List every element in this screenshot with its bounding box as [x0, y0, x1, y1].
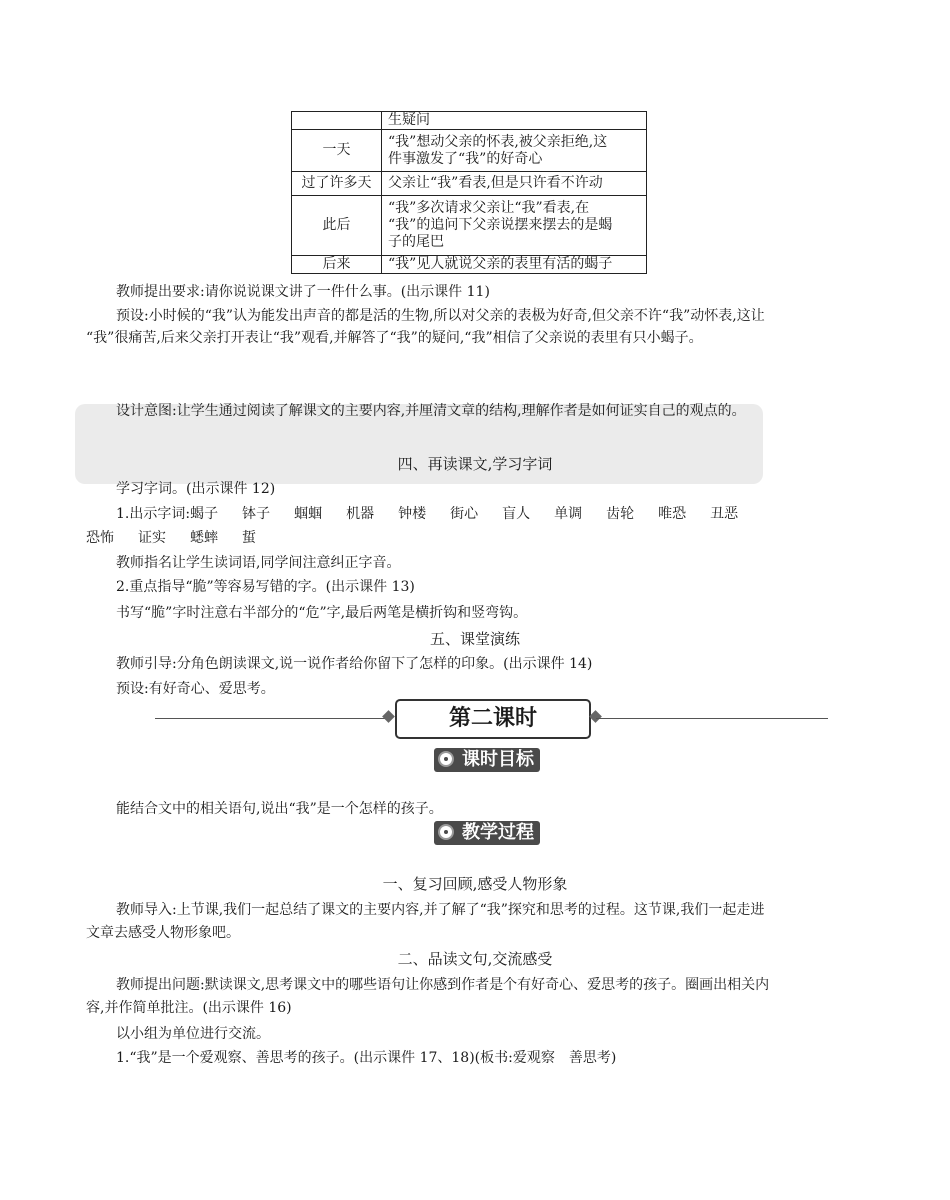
table-cell-event	[382, 172, 647, 196]
vocab-line2	[86, 528, 280, 548]
vocab-word: 蝈蝈	[294, 506, 323, 522]
table-text: “我”想动父亲的怀表,被父亲拒绝,这	[388, 133, 608, 150]
table-text: 父亲让“我”看表,但是只许看不许动	[388, 175, 603, 191]
vocab-word: 蟋蟀	[190, 530, 218, 546]
table-cell-time: 此后	[292, 196, 382, 256]
vocab-word: 街心	[450, 506, 479, 522]
table-text: “我”多次请求父亲让“我”看表,在	[388, 200, 590, 216]
vocab-word: 证实	[138, 530, 166, 546]
table-row	[292, 112, 647, 130]
teacher-guide: 教师引导:分角色朗读课文,说一说作者给你留下了怎样的印象。(出示课件 14)	[116, 656, 593, 672]
vocab-word: 蜇	[242, 530, 256, 546]
preset-answer: 预设:有好奇心、爱思考。	[116, 681, 275, 697]
section-heading-2: 二、品读文句,交流感受	[397, 950, 553, 968]
divider-diamond	[382, 710, 395, 723]
lesson-goal-text: 能结合文中的相关语句,说出“我”是一个怎样的孩子。	[116, 801, 443, 817]
story-timeline-table	[291, 111, 647, 274]
section-heading-5: 五、课堂演练	[429, 630, 520, 648]
teacher-intro-line1: 教师导入:上节课,我们一起总结了课文的主要内容,并了解了“我”探究和思考的过程。这节课,我们一起走进	[116, 902, 765, 918]
table-cell-event	[382, 112, 647, 130]
table-text: 件事激发了“我”的好奇心	[388, 150, 543, 167]
vocab-word: 单调	[554, 506, 583, 522]
learn-words: 学习字词。(出示课件 12)	[116, 481, 276, 497]
divider-diamond	[589, 710, 602, 723]
vocab-word: 钵子	[242, 506, 271, 522]
table-cell-time	[292, 112, 382, 130]
divider-left	[155, 718, 389, 719]
teacher-requirement: 教师提出要求:请你说说课文讲了一件什么事。(出示课件 11)	[116, 284, 490, 300]
writing-tip: 书写“脆”字时注意右半部分的“危”字,最后两笔是横折钩和竖弯钩。	[116, 605, 528, 621]
group-exchange: 以小组为单位进行交流。	[116, 1026, 270, 1042]
preset-answer-line2: “我”很痛苦,后来父亲打开表让“我”观看,并解答了“我”的疑问,“我”相信了父亲说的表里有只小蝎子。	[86, 330, 703, 346]
vocab-intro: 1.出示字词:	[116, 506, 191, 522]
vocab-word: 齿轮	[606, 506, 635, 522]
lesson-title: 第二课时	[395, 699, 591, 739]
point-one: 1.“我”是一个爱观察、善思考的孩子。(出示课件 17、18)(板书:爱观察 善思考)	[116, 1050, 617, 1066]
table-text: “我”见人就说父亲的表里有活的蝎子	[388, 256, 613, 272]
table-cell-time: 过了许多天	[292, 172, 382, 196]
section-heading-1: 一、复习回顾,感受人物形象	[382, 875, 568, 893]
section-heading-4: 四、再读课文,学习字词	[397, 455, 553, 473]
vocab-word: 盲人	[502, 506, 531, 522]
table-row	[292, 256, 647, 274]
vocab-word: 钟楼	[398, 506, 427, 522]
target-icon	[438, 751, 454, 767]
vocab-word: 机器	[346, 506, 375, 522]
vocab-word: 丑恶	[710, 506, 739, 522]
teacher-instruction: 教师指名让学生读词语,同学间注意纠正字音。	[116, 555, 401, 571]
table-row	[292, 172, 647, 196]
table-row	[292, 196, 647, 256]
teacher-question-line1: 教师提出问题:默读课文,思考课文中的哪些语句让你感到作者是个有好奇心、爱思考的孩子。圈画出相关内	[116, 977, 770, 993]
table-cell-time: 后来	[292, 256, 382, 274]
lesson-goal-badge	[434, 748, 540, 772]
badge-label: 教学过程	[462, 822, 534, 843]
table-text: “我”的追问下父亲说摆来摆去的是蝎	[388, 217, 613, 233]
divider-right	[596, 718, 828, 719]
key-guidance: 2.重点指导“脆”等容易写错的字。(出示课件 13)	[116, 579, 415, 595]
table-cell-time: 一天	[292, 130, 382, 172]
design-intent-text: 设计意图:让学生通过阅读了解课文的主要内容,并厘清文章的结构,理解作者是如何证实自己的观点的。	[116, 403, 746, 419]
table-row	[292, 130, 647, 172]
table-cell-event	[382, 256, 647, 274]
table-text: 生疑问	[388, 112, 430, 128]
teaching-process-badge	[434, 821, 540, 845]
table-cell-event	[382, 130, 647, 172]
vocab-word: 蝎子	[190, 506, 219, 522]
badge-label: 课时目标	[462, 749, 534, 770]
preset-answer-line1: 预设:小时候的“我”认为能发出声音的都是活的生物,所以对父亲的表极为好奇,但父亲不许“我”动怀表,这让	[116, 308, 765, 324]
vocab-word: 恐怖	[86, 530, 114, 546]
vocab-word: 唯恐	[658, 506, 687, 522]
table-text: 子的尾巴	[388, 234, 444, 250]
vocab-line1	[116, 504, 762, 524]
target-icon	[438, 824, 454, 840]
table-cell-event	[382, 196, 647, 256]
teacher-intro-line2: 文章去感受人物形象吧。	[86, 925, 240, 941]
teacher-question-line2: 容,并作简单批注。(出示课件 16)	[86, 1000, 292, 1016]
